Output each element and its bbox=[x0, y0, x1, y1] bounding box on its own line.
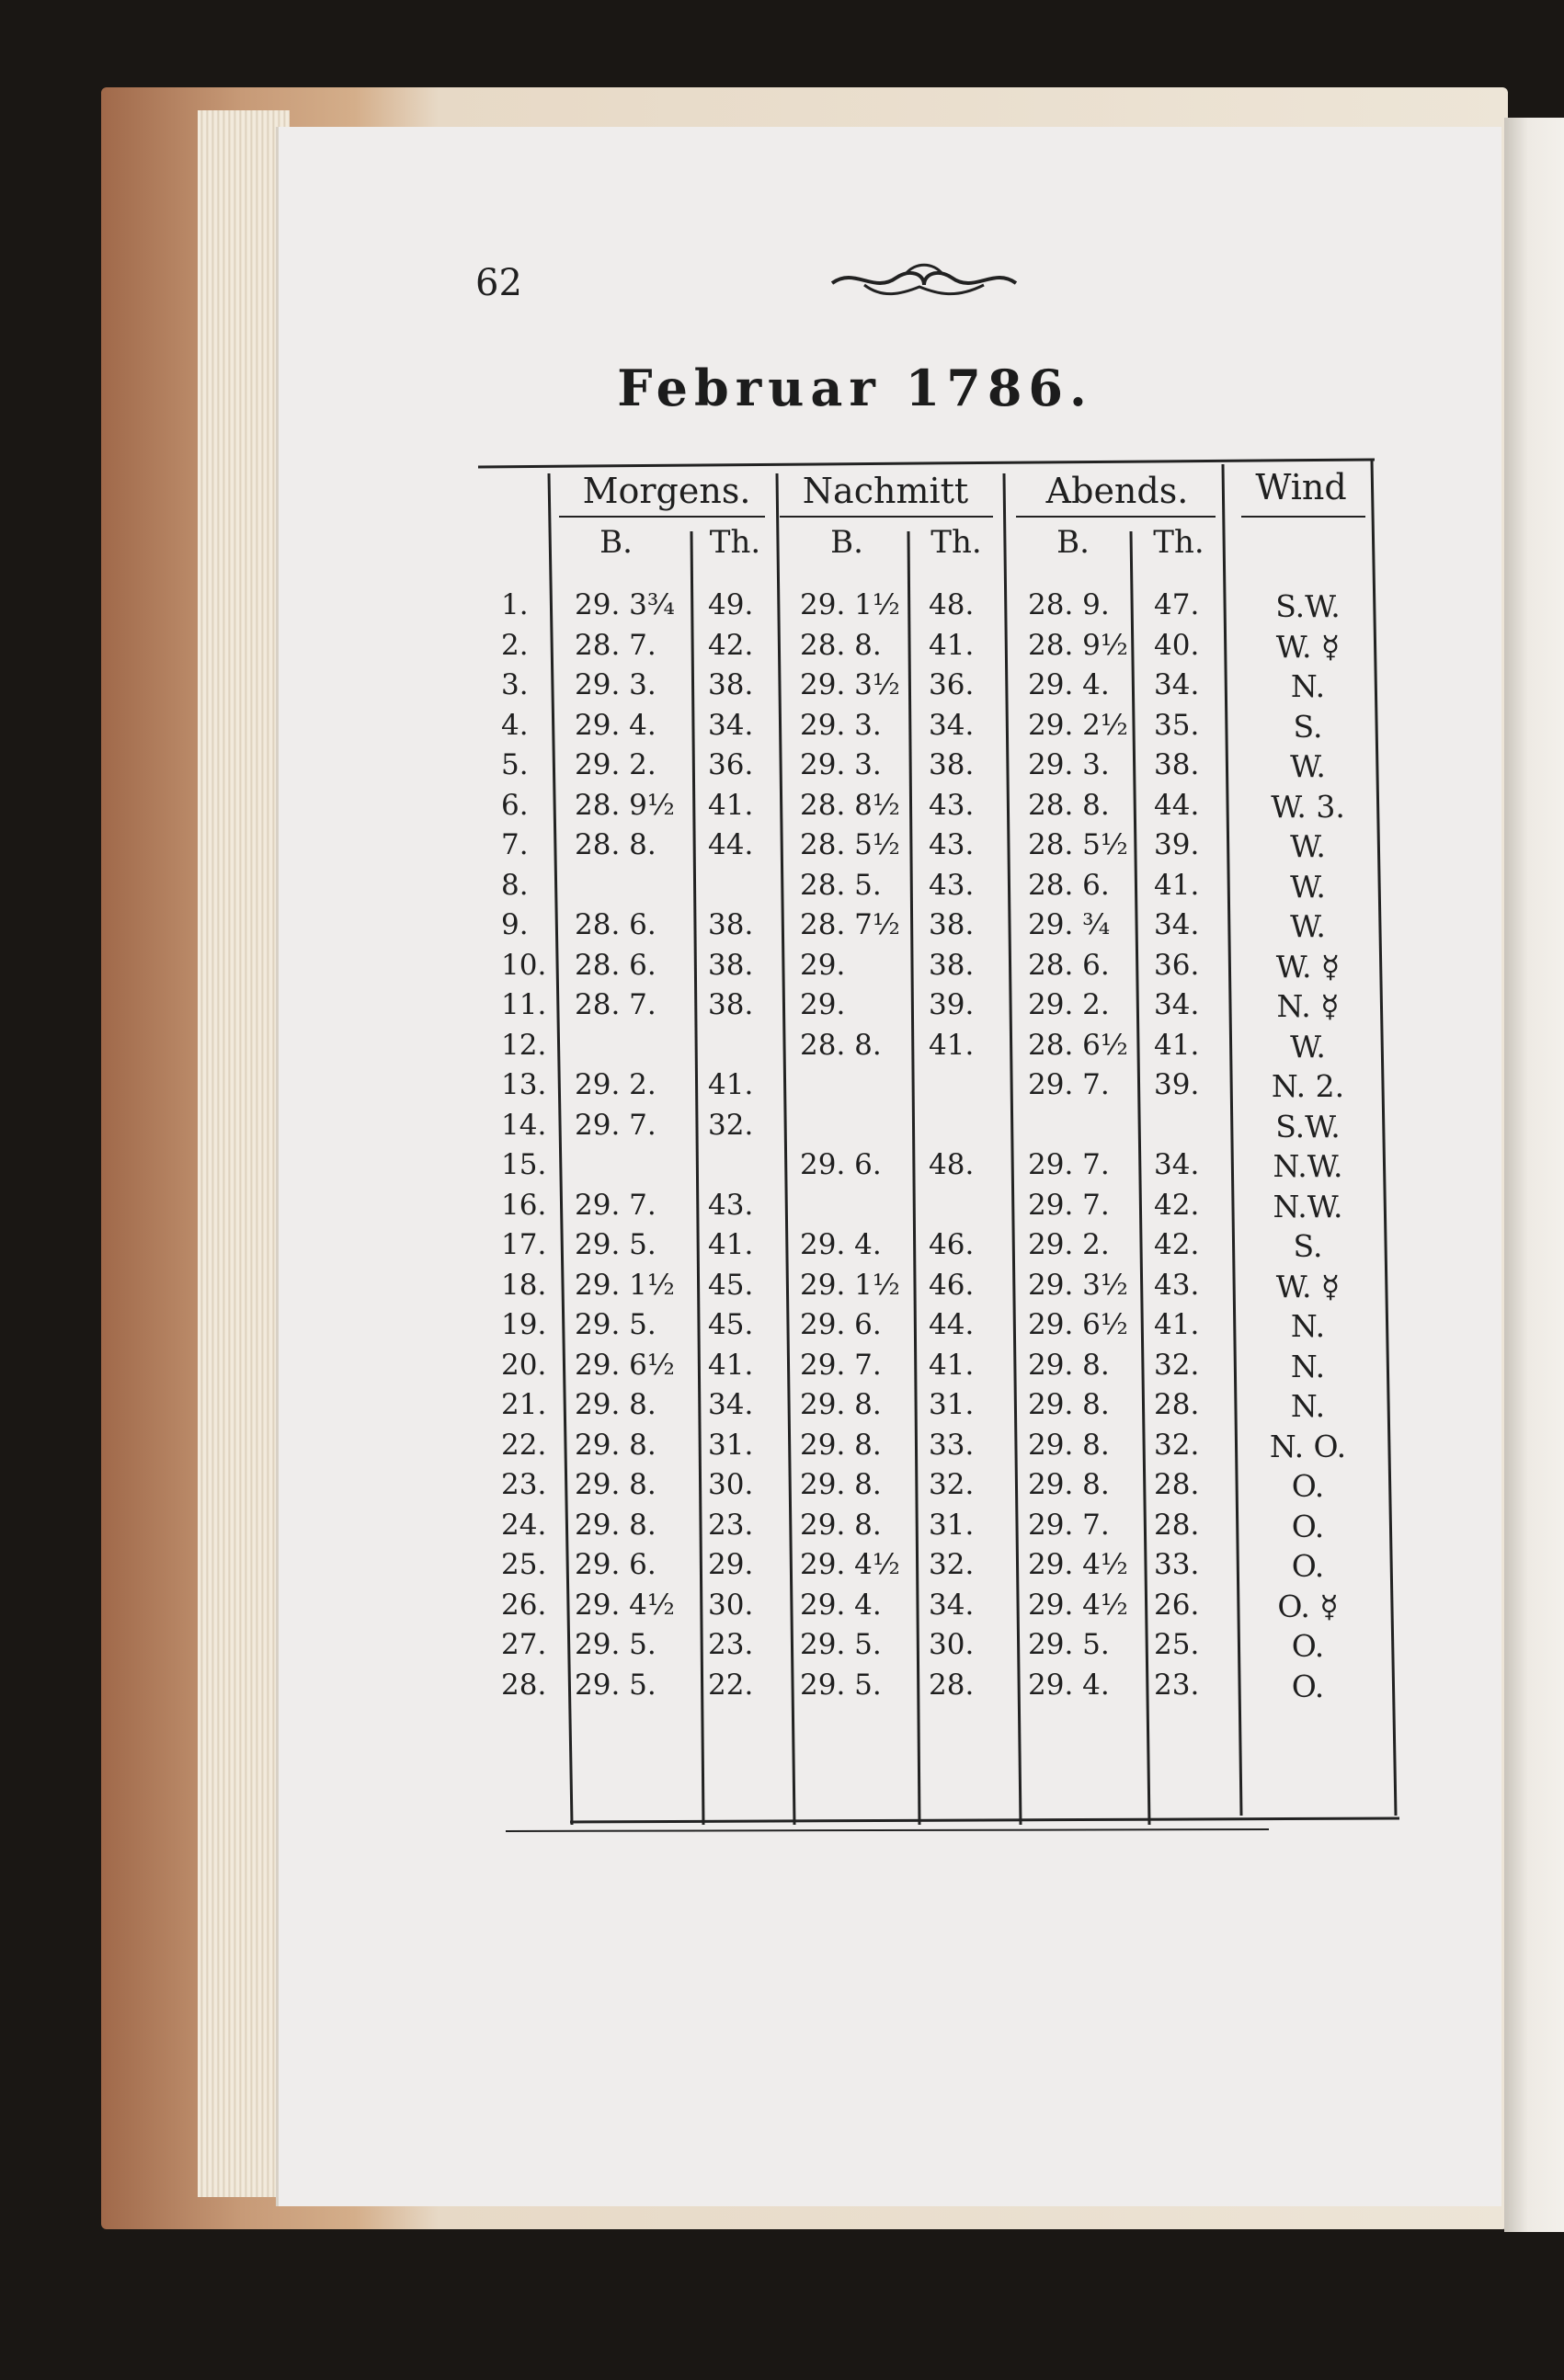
evening-th-cell: 34. bbox=[1154, 668, 1200, 701]
day-cell: 8. bbox=[501, 868, 529, 902]
evening-b-cell: 28. 9. bbox=[1028, 588, 1110, 621]
evening-b-cell: 29. 7. bbox=[1028, 1068, 1110, 1101]
afternoon-th-cell: 48. bbox=[929, 588, 975, 621]
afternoon-b-cell: 28. 7½ bbox=[800, 908, 900, 941]
evening-th-cell: 41. bbox=[1154, 868, 1200, 902]
afternoon-b-cell: 29. 4. bbox=[800, 1228, 882, 1261]
day-cell: 18. bbox=[501, 1268, 547, 1302]
morning-b-cell: 29. 2. bbox=[575, 1068, 656, 1101]
afternoon-th-cell: 46. bbox=[929, 1268, 975, 1302]
evening-b-cell: 29. 3½ bbox=[1028, 1268, 1128, 1302]
evening-th-cell: 23. bbox=[1154, 1668, 1200, 1702]
afternoon-b-cell: 29. 3½ bbox=[800, 668, 900, 701]
evening-b-cell: 28. 9½ bbox=[1028, 628, 1128, 662]
morning-th-cell: 43. bbox=[708, 1188, 754, 1222]
evening-th-cell: 25. bbox=[1154, 1628, 1200, 1661]
morning-b-cell: 29. 8. bbox=[575, 1428, 656, 1462]
wind-cell: W. bbox=[1290, 748, 1326, 784]
subheader-afternoon-th: Th. bbox=[930, 524, 982, 561]
morning-th-cell: 34. bbox=[708, 708, 754, 742]
evening-b-cell: 29. 8. bbox=[1028, 1428, 1110, 1462]
wind-cell: S.W. bbox=[1275, 588, 1341, 624]
evening-th-cell: 34. bbox=[1154, 988, 1200, 1021]
morning-th-cell: 38. bbox=[708, 668, 754, 701]
afternoon-th-cell: 34. bbox=[929, 1588, 975, 1622]
wind-cell: N. bbox=[1290, 1348, 1326, 1384]
morning-th-cell: 45. bbox=[708, 1308, 754, 1341]
morning-th-cell: 31. bbox=[708, 1428, 754, 1462]
day-cell: 25. bbox=[501, 1548, 547, 1581]
evening-th-cell: 33. bbox=[1154, 1548, 1200, 1581]
evening-th-cell: 26. bbox=[1154, 1588, 1200, 1622]
afternoon-th-cell: 41. bbox=[929, 628, 975, 662]
evening-b-cell: 29. 4. bbox=[1028, 668, 1110, 701]
morning-b-cell: 29. 5. bbox=[575, 1308, 656, 1341]
header-morning: Morgens. bbox=[582, 471, 751, 511]
evening-b-cell: 28. 8. bbox=[1028, 788, 1110, 822]
morning-th-cell: 36. bbox=[708, 748, 754, 781]
morning-th-cell: 23. bbox=[708, 1628, 754, 1661]
day-cell: 21. bbox=[501, 1388, 547, 1421]
evening-b-cell: 28. 6. bbox=[1028, 948, 1110, 982]
wind-cell: W. bbox=[1290, 1028, 1326, 1065]
afternoon-b-cell: 29. 3. bbox=[800, 708, 882, 742]
evening-th-cell: 42. bbox=[1154, 1188, 1200, 1222]
morning-b-cell: 29. 8. bbox=[575, 1388, 656, 1421]
afternoon-b-cell: 29. 4½ bbox=[800, 1548, 900, 1581]
afternoon-th-cell: 31. bbox=[929, 1508, 975, 1542]
morning-b-cell: 29. 7. bbox=[575, 1188, 656, 1222]
page-title: Februar 1786. bbox=[617, 359, 1093, 417]
evening-th-cell: 40. bbox=[1154, 628, 1200, 662]
day-cell: 23. bbox=[501, 1468, 547, 1501]
morning-b-cell: 29. 4½ bbox=[575, 1588, 675, 1622]
header-wind: Wind bbox=[1255, 467, 1347, 507]
evening-th-cell: 32. bbox=[1154, 1428, 1200, 1462]
afternoon-th-cell: 32. bbox=[929, 1548, 975, 1581]
morning-th-cell: 29. bbox=[708, 1548, 754, 1581]
evening-b-cell: 28. 6½ bbox=[1028, 1028, 1128, 1062]
wind-cell: O. bbox=[1291, 1548, 1325, 1584]
morning-th-cell: 38. bbox=[708, 908, 754, 941]
day-cell: 1. bbox=[501, 588, 529, 621]
morning-b-cell: 29. 5. bbox=[575, 1228, 656, 1261]
afternoon-b-cell: 28. 5. bbox=[800, 868, 882, 902]
day-cell: 27. bbox=[501, 1628, 547, 1661]
wind-cell: W. ☿ bbox=[1275, 948, 1341, 985]
morning-b-cell: 29. 5. bbox=[575, 1668, 656, 1702]
morning-th-cell: 41. bbox=[708, 788, 754, 822]
evening-b-cell: 28. 5½ bbox=[1028, 828, 1128, 861]
afternoon-b-cell: 29. bbox=[800, 948, 846, 982]
wind-cell: N.W. bbox=[1273, 1188, 1343, 1224]
evening-b-cell: 29. 5. bbox=[1028, 1628, 1110, 1661]
evening-b-cell: 29. ¾ bbox=[1028, 908, 1111, 941]
morning-b-cell: 28. 7. bbox=[575, 628, 656, 662]
afternoon-th-cell: 31. bbox=[929, 1388, 975, 1421]
morning-th-cell: 41. bbox=[708, 1228, 754, 1261]
day-cell: 10. bbox=[501, 948, 547, 982]
wind-cell: N.W. bbox=[1273, 1148, 1343, 1184]
morning-th-cell: 38. bbox=[708, 948, 754, 982]
afternoon-b-cell: 29. 4. bbox=[800, 1588, 882, 1622]
header-evening: Abends. bbox=[1045, 471, 1189, 511]
evening-th-cell: 34. bbox=[1154, 1148, 1200, 1181]
evening-b-cell: 29. 2. bbox=[1028, 1228, 1110, 1261]
afternoon-b-cell: 28. 5½ bbox=[800, 828, 900, 861]
evening-th-cell: 35. bbox=[1154, 708, 1200, 742]
evening-th-cell: 38. bbox=[1154, 748, 1200, 781]
evening-b-cell: 29. 6½ bbox=[1028, 1308, 1128, 1341]
afternoon-b-cell: 29. 8. bbox=[800, 1388, 882, 1421]
evening-b-cell: 29. 7. bbox=[1028, 1508, 1110, 1542]
wind-cell: N. bbox=[1290, 1388, 1326, 1424]
morning-th-cell: 38. bbox=[708, 988, 754, 1021]
evening-b-cell: 29. 8. bbox=[1028, 1468, 1110, 1501]
morning-b-cell: 29. 3. bbox=[575, 668, 656, 701]
morning-th-cell: 49. bbox=[708, 588, 754, 621]
day-cell: 26. bbox=[501, 1588, 547, 1622]
morning-th-cell: 41. bbox=[708, 1348, 754, 1382]
afternoon-th-cell: 48. bbox=[929, 1148, 975, 1181]
afternoon-b-cell: 29. 6. bbox=[800, 1308, 882, 1341]
wind-cell: N. bbox=[1290, 1308, 1326, 1344]
day-cell: 20. bbox=[501, 1348, 547, 1382]
evening-b-cell: 29. 2½ bbox=[1028, 708, 1128, 742]
wind-cell: W. bbox=[1290, 908, 1326, 944]
morning-th-cell: 30. bbox=[708, 1468, 754, 1501]
subheader-morning-b: B. bbox=[599, 524, 633, 561]
morning-b-cell: 28. 8. bbox=[575, 828, 656, 861]
afternoon-b-cell: 28. 8. bbox=[800, 1028, 882, 1062]
day-cell: 7. bbox=[501, 828, 529, 861]
wind-cell: O. bbox=[1291, 1468, 1325, 1504]
wind-cell: O. ☿ bbox=[1277, 1588, 1339, 1624]
evening-b-cell: 29. 7. bbox=[1028, 1148, 1110, 1181]
wind-cell: N. ☿ bbox=[1276, 988, 1340, 1024]
day-cell: 22. bbox=[501, 1428, 547, 1462]
morning-th-cell: 23. bbox=[708, 1508, 754, 1542]
wind-cell: W. bbox=[1290, 828, 1326, 864]
afternoon-th-cell: 32. bbox=[929, 1468, 975, 1501]
wind-cell: O. bbox=[1291, 1508, 1325, 1544]
afternoon-b-cell: 29. 8. bbox=[800, 1508, 882, 1542]
morning-th-cell: 22. bbox=[708, 1668, 754, 1702]
evening-b-cell: 29. 8. bbox=[1028, 1388, 1110, 1421]
evening-b-cell: 29. 4½ bbox=[1028, 1588, 1128, 1622]
morning-th-cell: 30. bbox=[708, 1588, 754, 1622]
wind-cell: N. bbox=[1290, 668, 1326, 704]
morning-b-cell: 28. 6. bbox=[575, 908, 656, 941]
afternoon-th-cell: 36. bbox=[929, 668, 975, 701]
morning-b-cell: 29. 3¾ bbox=[575, 588, 675, 621]
evening-th-cell: 34. bbox=[1154, 908, 1200, 941]
day-cell: 17. bbox=[501, 1228, 547, 1261]
morning-b-cell: 29. 6. bbox=[575, 1548, 656, 1581]
wind-cell: S. bbox=[1293, 1228, 1323, 1264]
afternoon-b-cell: 29. 8. bbox=[800, 1428, 882, 1462]
subheader-afternoon-b: B. bbox=[830, 524, 863, 561]
morning-b-cell: 29. 8. bbox=[575, 1468, 656, 1501]
afternoon-b-cell: 29. 1½ bbox=[800, 588, 900, 621]
morning-b-cell: 29. 2. bbox=[575, 748, 656, 781]
subheader-evening-th: Th. bbox=[1153, 524, 1204, 561]
morning-b-cell: 29. 1½ bbox=[575, 1268, 675, 1302]
morning-b-cell: 28. 7. bbox=[575, 988, 656, 1021]
evening-th-cell: 32. bbox=[1154, 1348, 1200, 1382]
day-cell: 12. bbox=[501, 1028, 547, 1062]
afternoon-th-cell: 33. bbox=[929, 1428, 975, 1462]
day-cell: 9. bbox=[501, 908, 529, 941]
evening-b-cell: 29. 4½ bbox=[1028, 1548, 1128, 1581]
evening-b-cell: 29. 8. bbox=[1028, 1348, 1110, 1382]
wind-cell: N. O. bbox=[1269, 1428, 1347, 1464]
afternoon-th-cell: 46. bbox=[929, 1228, 975, 1261]
evening-th-cell: 39. bbox=[1154, 1068, 1200, 1101]
wind-cell: O. bbox=[1291, 1668, 1325, 1704]
evening-th-cell: 41. bbox=[1154, 1028, 1200, 1062]
evening-b-cell: 28. 6. bbox=[1028, 868, 1110, 902]
day-cell: 14. bbox=[501, 1108, 547, 1142]
afternoon-th-cell: 41. bbox=[929, 1348, 975, 1382]
afternoon-th-cell: 39. bbox=[929, 988, 975, 1021]
day-cell: 11. bbox=[501, 988, 547, 1021]
afternoon-b-cell: 29. 8. bbox=[800, 1468, 882, 1501]
afternoon-th-cell: 38. bbox=[929, 948, 975, 982]
afternoon-th-cell: 38. bbox=[929, 908, 975, 941]
morning-b-cell: 29. 5. bbox=[575, 1628, 656, 1661]
afternoon-b-cell: 29. bbox=[800, 988, 846, 1021]
wind-cell: W. 3. bbox=[1271, 788, 1345, 825]
day-cell: 6. bbox=[501, 788, 529, 822]
afternoon-b-cell: 29. 5. bbox=[800, 1668, 882, 1702]
day-cell: 13. bbox=[501, 1068, 547, 1101]
day-cell: 28. bbox=[501, 1668, 547, 1702]
subheader-evening-b: B. bbox=[1056, 524, 1090, 561]
morning-b-cell: 28. 6. bbox=[575, 948, 656, 982]
morning-th-cell: 45. bbox=[708, 1268, 754, 1302]
afternoon-th-cell: 38. bbox=[929, 748, 975, 781]
header-afternoon: Nachmitt bbox=[802, 471, 969, 511]
afternoon-th-cell: 43. bbox=[929, 828, 975, 861]
evening-th-cell: 41. bbox=[1154, 1308, 1200, 1341]
afternoon-th-cell: 41. bbox=[929, 1028, 975, 1062]
morning-b-cell: 29. 8. bbox=[575, 1508, 656, 1542]
afternoon-th-cell: 43. bbox=[929, 868, 975, 902]
afternoon-b-cell: 29. 3. bbox=[800, 748, 882, 781]
day-cell: 24. bbox=[501, 1508, 547, 1542]
evening-th-cell: 47. bbox=[1154, 588, 1200, 621]
morning-b-cell: 29. 6½ bbox=[575, 1348, 675, 1382]
evening-th-cell: 36. bbox=[1154, 948, 1200, 982]
day-cell: 19. bbox=[501, 1308, 547, 1341]
day-cell: 3. bbox=[501, 668, 529, 701]
day-cell: 5. bbox=[501, 748, 529, 781]
evening-th-cell: 28. bbox=[1154, 1508, 1200, 1542]
morning-th-cell: 34. bbox=[708, 1388, 754, 1421]
wind-cell: O. bbox=[1291, 1628, 1325, 1664]
day-cell: 4. bbox=[501, 708, 529, 742]
evening-th-cell: 28. bbox=[1154, 1468, 1200, 1501]
wind-cell: S.W. bbox=[1275, 1108, 1341, 1144]
morning-th-cell: 41. bbox=[708, 1068, 754, 1101]
morning-th-cell: 42. bbox=[708, 628, 754, 662]
afternoon-b-cell: 28. 8. bbox=[800, 628, 882, 662]
day-cell: 15. bbox=[501, 1148, 547, 1181]
subheader-morning-th: Th. bbox=[709, 524, 761, 561]
afternoon-b-cell: 29. 5. bbox=[800, 1628, 882, 1661]
morning-b-cell: 29. 4. bbox=[575, 708, 656, 742]
wind-cell: S. bbox=[1293, 708, 1323, 745]
wind-cell: W. ☿ bbox=[1275, 628, 1341, 665]
evening-th-cell: 43. bbox=[1154, 1268, 1200, 1302]
evening-b-cell: 29. 7. bbox=[1028, 1188, 1110, 1222]
wind-cell: W. ☿ bbox=[1275, 1268, 1341, 1304]
afternoon-th-cell: 28. bbox=[929, 1668, 975, 1702]
afternoon-th-cell: 44. bbox=[929, 1308, 975, 1341]
morning-th-cell: 32. bbox=[708, 1108, 754, 1142]
evening-th-cell: 28. bbox=[1154, 1388, 1200, 1421]
morning-th-cell: 44. bbox=[708, 828, 754, 861]
afternoon-b-cell: 28. 8½ bbox=[800, 788, 900, 822]
afternoon-b-cell: 29. 6. bbox=[800, 1148, 882, 1181]
evening-b-cell: 29. 3. bbox=[1028, 748, 1110, 781]
evening-th-cell: 44. bbox=[1154, 788, 1200, 822]
evening-th-cell: 42. bbox=[1154, 1228, 1200, 1261]
morning-b-cell: 29. 7. bbox=[575, 1108, 656, 1142]
morning-b-cell: 28. 9½ bbox=[575, 788, 675, 822]
afternoon-b-cell: 29. 1½ bbox=[800, 1268, 900, 1302]
wind-cell: N. 2. bbox=[1271, 1068, 1345, 1104]
afternoon-th-cell: 34. bbox=[929, 708, 975, 742]
evening-b-cell: 29. 4. bbox=[1028, 1668, 1110, 1702]
day-cell: 16. bbox=[501, 1188, 547, 1222]
afternoon-th-cell: 30. bbox=[929, 1628, 975, 1661]
afternoon-th-cell: 43. bbox=[929, 788, 975, 822]
page-number: 62 bbox=[475, 262, 522, 304]
evening-b-cell: 29. 2. bbox=[1028, 988, 1110, 1021]
afternoon-b-cell: 29. 7. bbox=[800, 1348, 882, 1382]
day-cell: 2. bbox=[501, 628, 529, 662]
evening-th-cell: 39. bbox=[1154, 828, 1200, 861]
wind-cell: W. bbox=[1290, 868, 1326, 905]
